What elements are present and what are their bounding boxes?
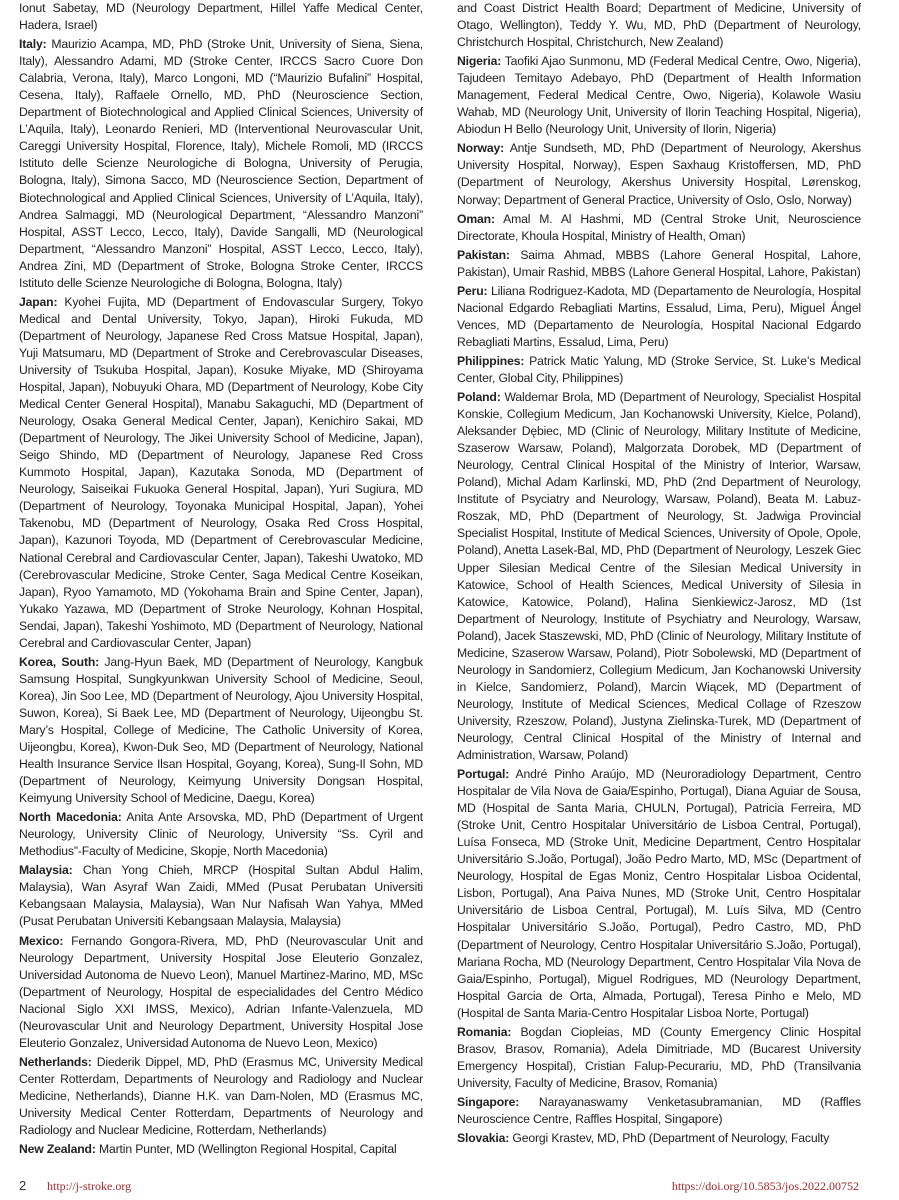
affiliation-text: Georgi Krastev, MD, PhD (Department of Neurology, Faculty <box>512 1131 830 1146</box>
affiliation-paragraph <box>19 1054 423 1139</box>
affiliation-paragraph <box>19 0 423 34</box>
affiliation-text: Saima Ahmad, MBBS (Lahore General Hospital, Lahore, Pakistan), Umair Rashid, MBBS (Lahore General Hospital, Lahore, Pakistan) <box>457 247 861 279</box>
affiliation-paragraph <box>457 1130 861 1147</box>
affiliation-text: Waldemar Brola, MD (Department of Neurology, Specialist Hospital Konskie, Collegium Medicum, Jan Kochanowski University, Kielce, Poland), Aleksander Dębiec, MD (Clinic of Neurology, Military Institute of Medicine, Szaserow Warsaw, Poland), Malgorzata Dorobek, MD (Department of Neurology, Central Clinical Hospital of the Ministry of Interior, Warsaw, Poland), Michal Adam Karlinski, MD, PhD (2nd Department of Neurology, Institute of Psyciatry and Neurology, Warsaw, Poland), Beata M. Labuz-Roszak, MD, PhD (Department of Neurology, St. Jadwiga Provincial Specialist Hospital, Institute of Medical Sciences, University of Opole, Opole, Poland), Anetta Lasek-Bal, MD, PhD (Department of Neurology, Leszek Giec Upper Silesian Medical Centre of the Silesian Medical University in Katowice, School of Health Sciences, Medical University of Silesia in Katowice, Katowice, Poland), Halina Sienkiewicz-Jarosz, MD (1st Department of Neurology, Institute of Psychiatry and Neurology, Warsaw, Poland), Jacek Staszewski, MD, PhD (Clinic of Neurology, Military Institute of Medicine, Szaserow Warsaw, Poland), Piotr Sobolewski, MD (Department of Neurology in Sandomierz, Collegium Medicum, Jan Kochanowski University in Kielce, Sandomierz, Poland), Marcin Wiącek, MD (Department of Neurology, Institute of Medical Sciences, Medical Collage of Rzeszow University, Rzeszow, Poland), Justyna Zielinska-Turek, MD (Department of Neurology, Central Clinical Hospital of the Ministry of Internal and Administration, Warsaw, Poland) <box>457 390 861 763</box>
affiliation-paragraph <box>19 654 423 807</box>
country-heading: Italy: <box>19 37 47 52</box>
affiliation-text: André Pinho Araújo, MD (Neuroradiology Department, Centro Hospitalar de Vila Nova de Gaia/Espinho, Portugal), Diana Aguiar de Sousa, MD (Hospital de Santa Maria, CHULN, Portugal), Patricia Ferreira, MD (Stroke Unit, Centro Hospitalar Universitário de Lisboa Central, Portugal), Luísa Fonseca, MD (Stroke Unit, Medicine Department, Centro Hospitalar Universitário S.João, Portugal), João Pedro Marto, MD, MSc (Department of Neurology, Hospital de Egas Moniz, Centro Hospitalar Lisboa Ocidental, Lisbon, Portugal), Ana Paiva Nunes, MD (Stroke Unit, Centro Hospitalar Universitário de Lisboa Central, Portugal), M. Luís Silva, MD (Centro Hospitalar Universitário S.João, Portugal), Pedro Castro, MD, PhD (Department of Neurology, Centro Hospitalar Universitário S.João, Portugal), Mariana Rocha, MD (Neurology Department, Centro Hospitalar Vila Nova de Gaia/Espinho, Portugal), Miguel Rodrigues, MD (Neurology Department, Hospital Garcia de Orta, Almada, Portugal), Teresa Pinho e Melo, MD (Hospital de Santa Maria-Centro Hospitalar Lisboa Norte, Portugal) <box>457 767 861 1020</box>
affiliation-text: Fernando Gongora-Rivera, MD, PhD (Neurovascular Unit and Neurology Department, University Hospital Jose Eleuterio Gonzalez, Universidad Autonoma de Nuevo Leon), Manuel Martinez-Marino, MD, MSc (Department of Neurology, Hospital de especialidades del Centro Médico Nacional Siglo XXI IMSS, Mexico), Adrian Infante-Valenzuela, MD (Neurovascular Unit and Neurology Department, University Hospital Jose Eleuterio Gonzalez, Universidad Autonoma de Nuevo Leon, Mexico) <box>19 933 423 1050</box>
country-heading: North Macedonia: <box>19 810 122 825</box>
affiliation-paragraph <box>457 211 861 245</box>
affiliation-paragraph <box>457 0 861 51</box>
affiliation-text: Amal M. Al Hashmi, MD (Central Stroke Unit, Neuroscience Directorate, Khoula Hospital, Ministry of Health, Oman) <box>457 211 861 243</box>
country-heading: Japan: <box>19 294 58 309</box>
country-heading: Portugal: <box>457 767 510 782</box>
affiliation-paragraph <box>457 1024 861 1092</box>
affiliation-paragraph <box>19 36 423 292</box>
affiliation-paragraph <box>457 53 861 138</box>
page-number: 2 <box>19 1178 27 1193</box>
affiliation-text: Chan Yong Chieh, MRCP (Hospital Sultan Abdul Halim, Malaysia), Wan Asyraf Wan Zaidi, MMed (Pusat Perubatan Universiti Kebangsaan Malaysia, Malaysia), Wan Nur Nafisah Wan Yahya, MMed (Pusat Perubatan Universiti Kebangsaan Malaysia, Malaysia) <box>19 863 423 929</box>
affiliation-text: and Coast District Health Board; Department of Medicine, University of Otago, Wellington), Teddy Y. Wu, MD, PhD (Department of Neurology, Christchurch Hospital, Christchurch, New Zealand) <box>457 1 861 50</box>
affiliation-text: Bogdan Ciopleias, MD (County Emergency Clinic Hospital Brasov, Brasov, Romania), Adela Dimitriade, MD (Bucarest University Emergency Hospital), Cristian Falup-Pecurariu, MD, PhD (Transilvania University, Faculty of Medicine, Brasov, Romania) <box>457 1024 861 1090</box>
country-heading: New Zealand: <box>19 1142 96 1157</box>
affiliation-paragraph <box>19 862 423 930</box>
affiliation-text: Ionut Sabetay, MD (Neurology Department, Hillel Yaffe Medical Center, Hadera, Israel) <box>19 1 423 33</box>
affiliation-paragraph <box>457 766 861 1022</box>
country-heading: Philippines: <box>457 353 525 368</box>
country-heading: Romania: <box>457 1024 512 1039</box>
right-column <box>457 0 861 1149</box>
affiliation-paragraph <box>457 140 861 208</box>
doi-link[interactable]: https://doi.org/10.5853/jos.2022.00752 <box>671 1179 859 1193</box>
affiliation-text: Liliana Rodriguez-Kadota, MD (Departamento de Neurología, Hospital Nacional Edgardo Rebagliati Martins, Essalud, Lima, Peru), Miguel Ángel Vences, MD (Departamento de Neurología, Hospital Nacional Edgardo Rebagliati Martins, Essalud, Lima, Peru) <box>457 283 861 349</box>
affiliation-text: Kyohei Fujita, MD (Department of Endovascular Surgery, Tokyo Medical and Dental University, Tokyo, Japan), Hiroki Fukuda, MD (Department of Neurology, Japanese Red Cross Matsue Hospital, Japan), Yuji Matsumaru, MD (Department of Stroke and Cerebrovascular Diseases, University of Tsukuba Hospital, Japan), Kosuke Miyake, MD (Shiroyama Hospital, Japan), Nobuyuki Ohara, MD (Department of Neurology, Kobe City Medical Center General Hospital), Manabu Sakaguchi, MD (Department of Neurology, Osaka General Medical Center, Japan), Kenichiro Sakai, MD (Department of Neurology, The Jikei University School of Medicine, Japan), Seigo Shindo, MD (Department of Neurology, Japanese Red Cross Kummoto Hospital, Japan), Kazutaka Sonoda, MD (Department of Neurology, Saiseikai Fukuoka General Hospital, Japan), Yuri Sugiura, MD (Department of Neurology, Toyonaka Municipal Hospital, Japan), Yohei Takenobu, MD (Department of Neurology, Osaka Red Cross Hospital, Japan), Kazunori Toyoda, MD (Department of Cerebrovascular Medicine, National Cerebral and Cardiovascular Center, Japan), Takeshi Uwatoko, MD (Cerebrovascular Medicine, Stroke Center, Saga Medical Centre Koseikan, Japan), Ryoo Yamamoto, MD (Yokohama Brain and Spine Center, Japan), Yukako Yazawa, MD (Department of Stroke Neurology, Kohnan Hospital, Sendai, Japan), Takeshi Yoshimoto, MD (Department of Neurology, National Cerebral and Cardiovascular Center, Japan) <box>19 294 423 650</box>
affiliation-paragraph <box>457 353 861 387</box>
country-heading: Singapore: <box>457 1094 520 1109</box>
country-heading: Mexico: <box>19 933 64 948</box>
affiliation-paragraph <box>457 283 861 351</box>
affiliation-text: Taofiki Ajao Sunmonu, MD (Federal Medical Centre, Owo, Nigeria), Tajudeen Temitayo Adebayo, PhD (Department of Health Information Management, Federal Medical Centre, Owo, Nigeria), Kolawole Wasiu Wahab, MD (Neurology Unit, University of Ilorin Teaching Hospital, Nigeria), Abiodun H Bello (Neurology Unit, University of Ilorin, Nigeria) <box>457 54 861 137</box>
country-heading: Norway: <box>457 141 505 156</box>
affiliation-paragraph <box>457 247 861 281</box>
affiliation-paragraph <box>19 809 423 860</box>
affiliation-paragraph <box>19 933 423 1052</box>
affiliation-text: Martin Punter, MD (Wellington Regional Hospital, Capital <box>99 1142 397 1157</box>
country-heading: Nigeria: <box>457 54 502 69</box>
country-heading: Slovakia: <box>457 1131 510 1146</box>
affiliation-text: Maurizio Acampa, MD, PhD (Stroke Unit, University of Siena, Siena, Italy), Alessandro Adami, MD (Stroke Center, IRCCS Sacro Cuore Don Calabria, Verona, Italy), Marco Longoni, MD (“Maurizio Bufalini” Hospital, Cesena, Italy), Raffaele Ornello, MD, PhD (Neuroscience Section, Department of Biotechnological and Applied Clinical Sciences, University of L’Aquila, Italy), Leonardo Renieri, MD (Interventional Neurovascular Unit, Careggi University Hospital, Florence, Italy), Michele Romoli, MD (IRCCS Istituto delle Scienze Neurologiche di Bologna, University of Perugia, Bologna, Italy), Simona Sacco, MD (Neuroscience Section, Department of Biotechnological and Applied Clinical Sciences, University of L’Aquila, Italy), Andrea Salmaggi, MD (Neurological Department, “Alessandro Manzoni” Hospital, ASST Lecco, Lecco, Italy), Davide Sangalli, MD (Neurological Department, “Alessandro Manzoni” Hospital, ASST Lecco, Lecco, Italy), Andrea Zini, MD (Department of Stroke, Bologna Stroke Center, IRCCS Istituto delle Scienze Neurologiche di Bologna, Bologna, Italy) <box>19 37 423 290</box>
affiliation-text: Antje Sundseth, MD, PhD (Department of Neurology, Akershus University Hospital, Norway), Espen Saxhaug Kristoffersen, MD, PhD (Department of Neurology, Akershus University Hospital, Lørenskog, Norway; Department of General Practice, University of Oslo, Oslo, Norway) <box>457 141 861 207</box>
affiliation-text: Diederik Dippel, MD, PhD (Erasmus MC, University Medical Center Rotterdam, Departments of Neurology and Radiology and Nuclear Medicine, Netherlands), Dianne H.K. van Dam-Nolen, MD (Erasmus MC, University Medical Center Rotterdam, Departments of Neurology and Radiology and Nuclear Medicine, Rotterdam, Netherlands) <box>19 1054 423 1138</box>
journal-website-link[interactable]: http://j-stroke.org <box>47 1179 132 1193</box>
affiliation-text: Narayanaswamy Venketasubramanian, MD (Raffles Neuroscience Centre, Raffles Hospital, Singapore) <box>457 1094 861 1126</box>
country-heading: Malaysia: <box>19 863 73 878</box>
page-footer <box>0 1178 899 1200</box>
affiliation-paragraph <box>19 1141 423 1158</box>
affiliation-paragraph <box>457 1094 861 1128</box>
affiliation-text: Jang-Hyun Baek, MD (Department of Neurology, Kangbuk Samsung Hospital, Sungkyunkwan University School of Medicine, Seoul, Korea), Jin Soo Lee, MD (Department of Neurology, Ajou University Hospital, Suwon, Korea), Si Baek Lee, MD (Department of Neurology, Uijeongbu St. Mary’s Hospital, College of Medicine, The Catholic University of Korea, Uijeongbu, Korea), Kwon-Duk Seo, MD (Department of Neurology, National Health Insurance Service Ilsan Hospital, Goyang, Korea), Sung-Il Sohn, MD (Department of Neurology, Keimyung University Dongsan Hospital, Keimyung University School of Medicine, Daegu, Korea) <box>19 654 423 806</box>
affiliation-text: Patrick Matic Yalung, MD (Stroke Service, St. Luke’s Medical Center, Global City, Philippines) <box>457 353 861 385</box>
country-heading: Pakistan: <box>457 247 510 262</box>
country-heading: Poland: <box>457 390 501 405</box>
left-column <box>19 0 423 1160</box>
country-heading: Netherlands: <box>19 1054 92 1069</box>
country-heading: Peru: <box>457 283 488 298</box>
affiliation-text: Anita Ante Arsovska, MD, PhD (Department of Urgent Neurology, University Clinic of Neurology, University “Ss. Cyril and Methodius”-Faculty of Medicine, Skopje, North Macedonia) <box>19 810 423 859</box>
affiliation-paragraph <box>19 294 423 652</box>
country-heading: Korea, South: <box>19 654 100 669</box>
country-heading: Oman: <box>457 211 495 226</box>
affiliation-paragraph <box>457 389 861 764</box>
